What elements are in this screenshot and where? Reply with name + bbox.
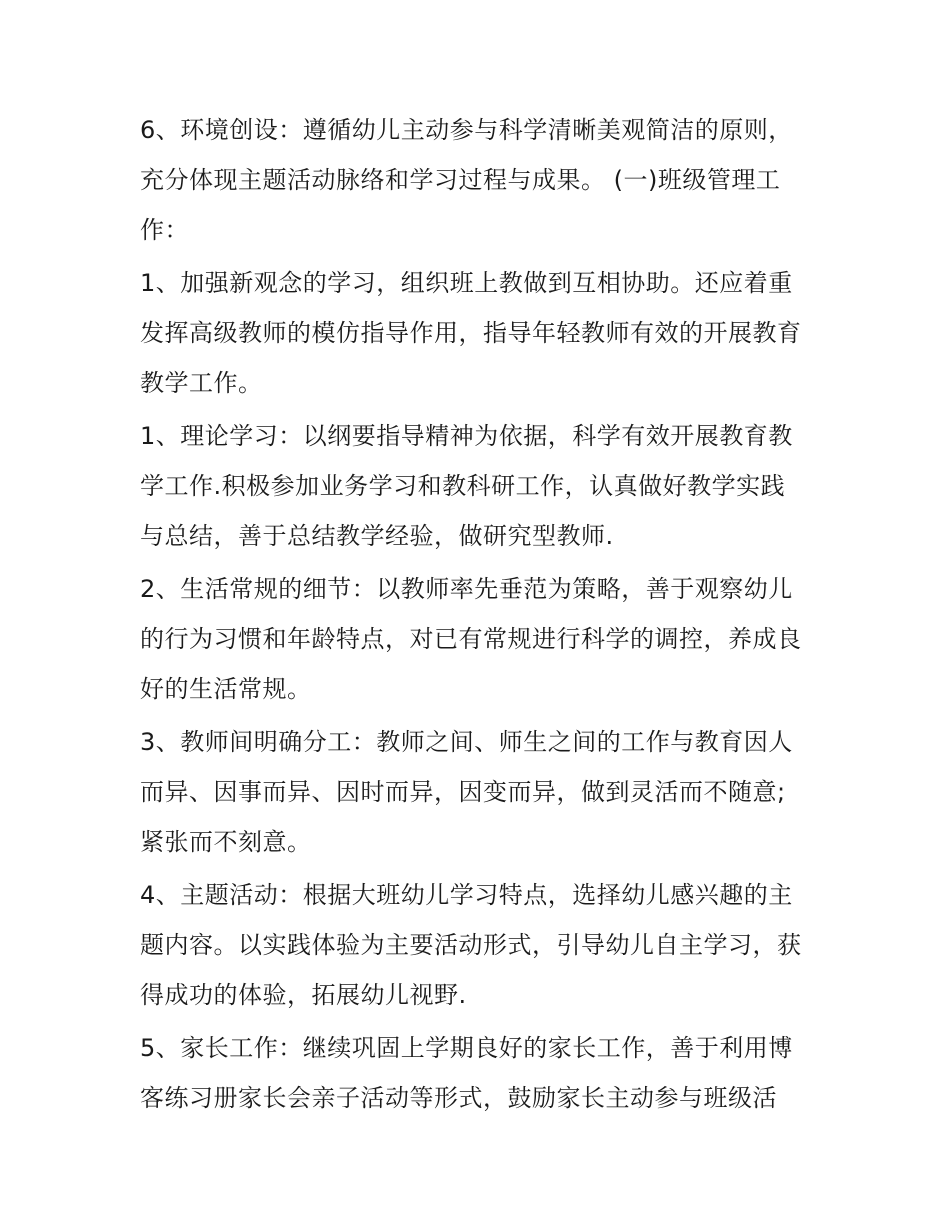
text-line: 2、生活常规的细节：以教师率先垂范为策略，善于观察幼儿: [140, 575, 793, 603]
text-line: 学工作.积极参加业务学习和教科研工作，认真做好教学实践: [140, 472, 786, 500]
paragraph-parent-work: [140, 1023, 830, 1123]
text-line: 而异、因事而异、因时而异，因变而异，做到灵活而不随意;: [140, 778, 786, 806]
text-line: 客练习册家长会亲子活动等形式，鼓励家长主动参与班级活: [140, 1084, 777, 1112]
paragraph-environment-setup: [140, 105, 830, 255]
text-line: 3、教师间明确分工：教师之间、师生之间的工作与教育因人: [140, 728, 793, 756]
text-line: 4、主题活动：根据大班幼儿学习特点，选择幼儿感兴趣的主: [140, 881, 793, 909]
text-line: 6、环境创设：遵循幼儿主动参与科学清晰美观简洁的原则，: [140, 116, 793, 144]
text-line: 得成功的体验，拓展幼儿视野.: [140, 981, 467, 1009]
text-line: 1、理论学习：以纲要指导精神为依据，科学有效开展教育教: [140, 422, 793, 450]
text-line: 5、家长工作：继续巩固上学期良好的家长工作，善于利用博: [140, 1034, 793, 1062]
text-line: 的行为习惯和年龄特点，对已有常规进行科学的调控，养成良: [140, 625, 802, 653]
paragraph-theme-activity: [140, 870, 830, 1020]
text-line: 作：: [140, 216, 189, 244]
text-line: 1、加强新观念的学习，组织班上教做到互相协助。还应着重: [140, 269, 793, 297]
text-line: 教学工作。: [140, 369, 263, 397]
text-line: 与总结，善于总结教学经验，做研究型教师.: [140, 522, 614, 550]
paragraph-theory-study: [140, 411, 830, 561]
text-line: 充分体现主题活动脉络和学习过程与成果。 (一)班级管理工: [140, 166, 781, 194]
document-body: [140, 105, 830, 1123]
paragraph-daily-routine: [140, 564, 830, 714]
text-line: 发挥高级教师的模仿指导作用，指导年轻教师有效的开展教育: [140, 319, 802, 347]
text-line: 题内容。以实践体验为主要活动形式，引导幼儿自主学习，获: [140, 931, 802, 959]
paragraph-new-concepts: [140, 258, 830, 408]
text-line: 紧张而不刻意。: [140, 828, 312, 856]
paragraph-teacher-division: [140, 717, 830, 867]
text-line: 好的生活常规。: [140, 675, 312, 703]
